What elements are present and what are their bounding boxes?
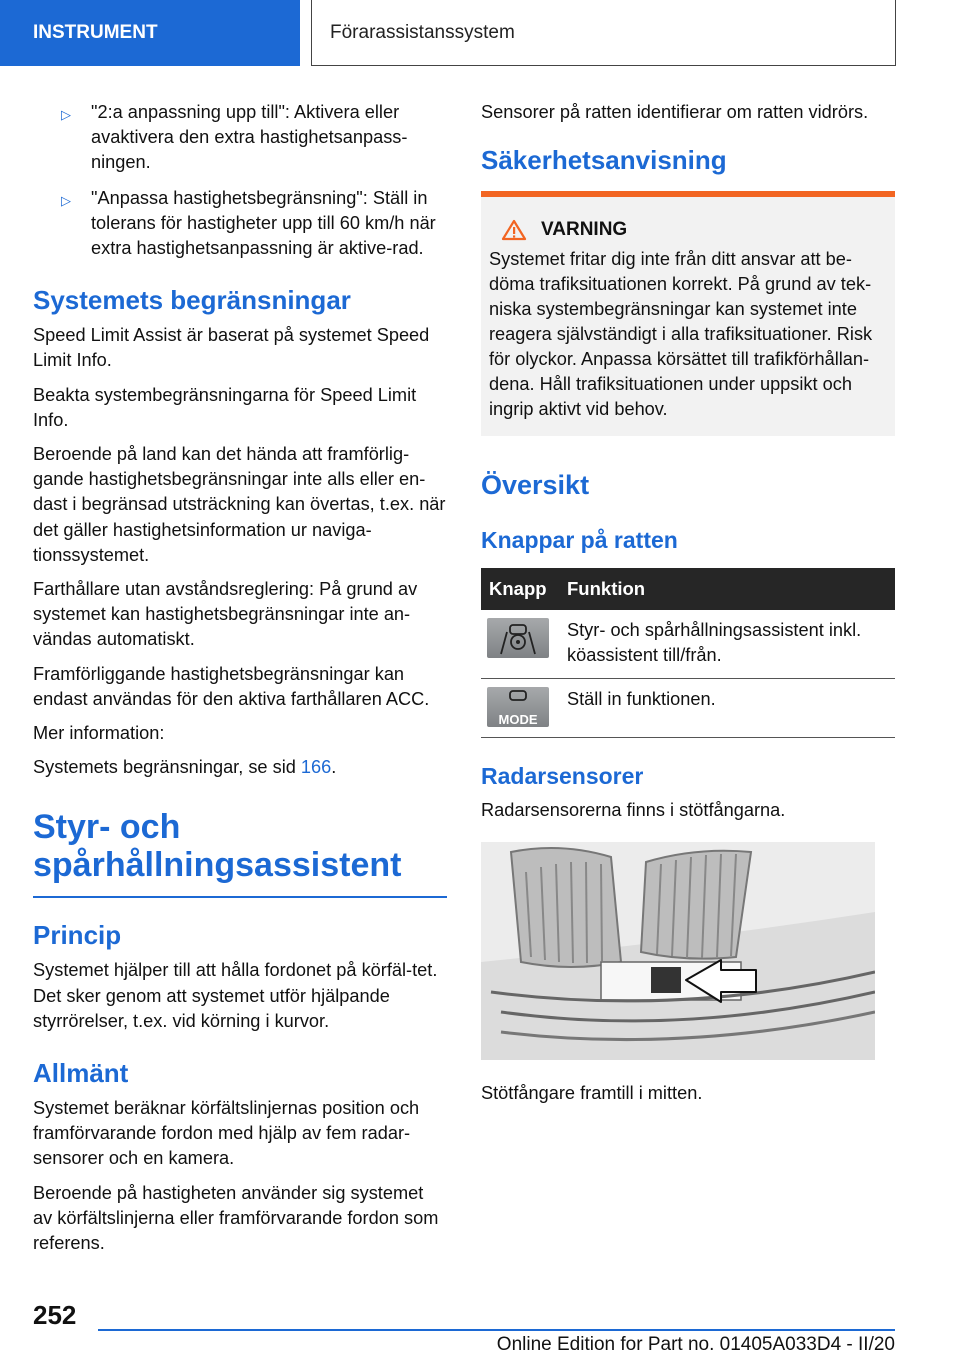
- bumper-photo: [481, 842, 875, 1060]
- table-row: [481, 610, 895, 679]
- warning-triangle-icon: [501, 219, 527, 241]
- overview-heading: Översikt: [481, 470, 590, 501]
- paragraph: Framförliggande hastighetsbegränsningar kan endast användas för den aktiva farthållaren ACC.: [33, 663, 430, 709]
- paragraph: Sensorer på ratten identifierar om ratten vidrörs.: [481, 102, 869, 122]
- table-header-row: [481, 568, 895, 610]
- list-item: [33, 100, 447, 176]
- table-cell: Styr- och spårhållningsassistent inkl. köassistent till/från.: [559, 610, 895, 679]
- photo-caption: Stötfångare framtill i mitten.: [481, 1083, 703, 1104]
- bullet-text: "Anpassa hastighetsbegränsning": Ställ in tolerans för hastigheter upp till 60 km/h när extra hastighetsanpassning är aktive-rad.: [91, 187, 436, 259]
- steering-assist-button-icon: [487, 618, 549, 658]
- triangle-bullet-icon: ▷: [61, 107, 71, 122]
- limits-heading: Systemets begränsningar: [33, 285, 351, 316]
- mode-label: MODE: [498, 712, 538, 728]
- chapter-tab[interactable]: INSTRUMENT: [0, 0, 300, 66]
- warning-label: VARNING: [541, 219, 628, 241]
- paragraph: Systemet beräknar körfältslinjernas position och framförvarande fordon med hjälp av fem radar-sensorer och en kamera.: [33, 1098, 420, 1169]
- heading-divider: [33, 896, 447, 898]
- radar-heading: Radarsensorer: [481, 763, 644, 790]
- table-header: Funktion: [559, 568, 895, 610]
- page-link[interactable]: 166: [300, 757, 332, 778]
- paragraph: Beroende på hastigheten använder sig systemet av körfältslinjerna eller framförvarande fordon som referens.: [33, 1182, 439, 1254]
- main-heading: Styr- och spårhållningsassistent: [33, 808, 402, 885]
- warning-text: Systemet fritar dig inte från ditt ansvar att be-döma trafiksituationen korrekt. På grund av tek-niska systembegränsningar kan systemet inte reagera självständigt i alla trafiksituationer. Risk för olyckor. Anpassa körsättet till trafikförhållan-dena. Håll trafiksituationen under uppsikt och ingrip aktivt vid behov.: [489, 249, 873, 420]
- left-column: [33, 100, 447, 1265]
- page-number: 252: [33, 1300, 77, 1330]
- reference-text: Systemets begränsningar, se sid: [33, 757, 301, 778]
- paragraph: Radarsensorerna finns i stötfångarna.: [481, 800, 786, 821]
- triangle-bullet-icon: ▷: [61, 192, 71, 208]
- reference-end: .: [331, 757, 337, 778]
- principle-heading: Princip: [33, 920, 122, 951]
- warning-box: [481, 191, 895, 436]
- bullet-text: "2:a anpassning upp till": Aktivera eller avaktivera den extra hastighetsanpass-ningen.: [91, 102, 408, 173]
- safety-heading: Säkerhetsanvisning: [481, 145, 727, 176]
- table-cell: Ställ in funktionen.: [559, 679, 895, 738]
- buttons-heading: Knappar på ratten: [481, 527, 678, 554]
- paragraph: Systemet hjälper till att hålla fordonet på körfäl-tet. Det sker genom att systemet utför hjälpande styrrörelser, t.ex. vid körning i kurvor.: [33, 960, 438, 1031]
- cross-reference: [33, 755, 447, 780]
- right-column: [481, 100, 895, 1116]
- list-item: [33, 186, 447, 262]
- paragraph: Beakta systembegränsningarna för Speed Limit Info.: [33, 384, 417, 430]
- section-title: Förarassistanssystem: [311, 0, 896, 66]
- paragraph: Mer information:: [33, 723, 165, 744]
- general-heading: Allmänt: [33, 1058, 129, 1089]
- buttons-table: [481, 568, 895, 738]
- warning-header: [501, 219, 887, 241]
- footer-divider: [98, 1329, 895, 1331]
- paragraph: Speed Limit Assist är baserat på systemet Speed Limit Info.: [33, 325, 430, 371]
- table-header: Knapp: [481, 568, 559, 610]
- paragraph: Beroende på land kan det hända att framförlig-gande hastighetsbegränsningar inte alls eller en-dast i begränsad utsträckning kan övertas, t.ex. när det gäller hastighetsinformation ur naviga-tionssystemet.: [33, 444, 446, 565]
- table-row: [481, 679, 895, 738]
- edition-text: Online Edition for Part no. 01405A033D4 - II/20: [496, 1334, 895, 1355]
- paragraph: Farthållare utan avståndsreglering: På grund av systemet kan hastighetsbegränsningar inte an-vändas automatiskt.: [33, 579, 418, 650]
- mode-button-icon: [487, 687, 549, 727]
